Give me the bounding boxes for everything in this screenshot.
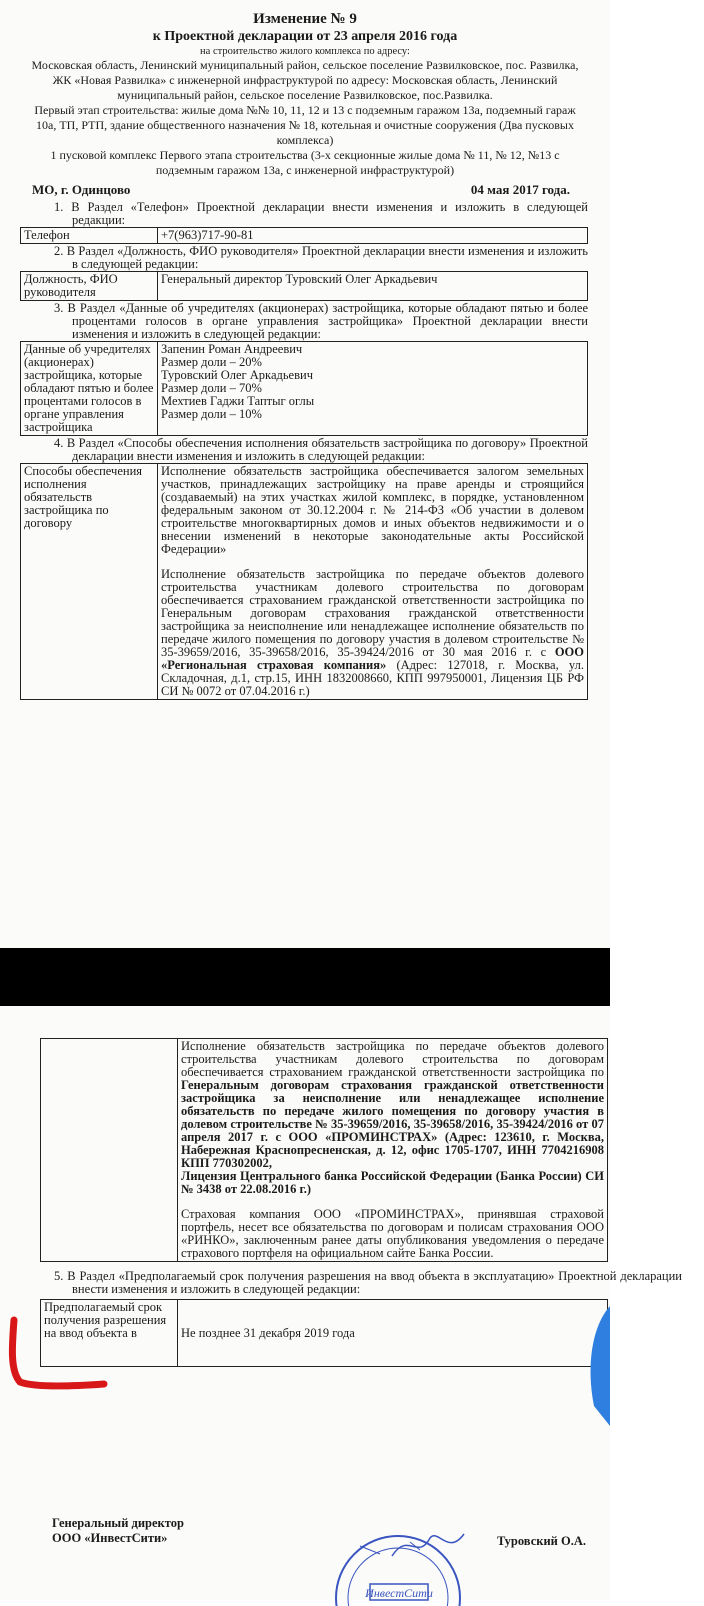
page-separator — [0, 948, 610, 1006]
document-page-2 — [0, 1006, 682, 1600]
text: Исполнение обязательств застройщика по передаче объектов долевого строительства участникам долевого строительства по договорам обеспечивается страхованием гражданской ответственности застройщика по — [181, 1039, 604, 1079]
document-small-line: на строительство жилого комплекса по адресу: — [200, 46, 410, 57]
table-row — [41, 1300, 608, 1367]
permit-table — [40, 1299, 608, 1367]
bold-text: Генеральным договорам страхования гражданской ответственности застройщика за неисполнение или ненадлежащее исполнение обязательств по передаче жилого помещения по договору участия в долевом строительстве № 35-39659/2016, 35-39658/2016, 35-39424/2016 от 07 апреля 2017 г. с ООО «ПРОМИНСТРАХ» (Адрес: 123610, г. Москва, Набережная Краснопресненская, д. 12, офис 1705-1707, ИНН 7704216908 КПП 770302002, — [181, 1078, 604, 1170]
signer-org: ООО «ИнвестСити» — [52, 1531, 168, 1545]
table-row — [21, 464, 588, 700]
item-2: 2. В Раздел «Должность, ФИО руководителя» Проектной декларации внести изменения и изложить в следующей редакции: — [54, 244, 588, 271]
founders-cell — [158, 342, 588, 436]
table-value: +7(963)717-90-81 — [158, 228, 588, 244]
paragraph — [181, 1040, 604, 1196]
item-1: 1. В Раздел «Телефон» Проектной декларации внести изменения и изложить в следующей редакции: — [54, 200, 588, 227]
founders-table — [20, 341, 588, 436]
launch-line: 1 пусковой комплекс Первого этапа строительства (3-х секционные жилые дома № 11, № 12, №13 с подземным гаражом 13а, с инженерной инфраструктурой) — [50, 148, 560, 177]
signer-title: Генеральный директор — [52, 1516, 184, 1530]
signature-icon — [388, 1526, 468, 1566]
list-item: Запенин Роман Андреевич — [161, 342, 303, 356]
paragraph — [161, 568, 584, 698]
place-date-row — [0, 178, 610, 200]
table-row — [21, 342, 588, 436]
stamp-text: ИнвестСити — [365, 1586, 433, 1600]
table-value: Генеральный директор Туровский Олег Аркадьевич — [158, 272, 588, 301]
blue-edge-icon — [584, 1306, 610, 1426]
signer-block — [52, 1516, 184, 1546]
table-label: Должность, ФИО руководителя — [21, 272, 158, 301]
address-line: Московская область, Ленинский муниципальный район, сельское поселение Развилковское, пос. Развилка, — [31, 58, 579, 72]
table-label: Предполагаемый срок получения разрешения на ввод объекта в — [41, 1300, 178, 1367]
document-subtitle: к Проектной декларации от 23 апреля 2016 года — [152, 29, 458, 44]
complex-line: ЖК «Новая Развилка» с инженерной инфраструктурой по адресу: Московская область, Ленинский муниципальный район, сельское поселение Развилковское, пос.Развилка. — [52, 73, 558, 102]
table-row — [41, 1039, 608, 1262]
item-3: 3. В Раздел «Данные об учредителях (акционерах) застройщика, которые обладают пятью и более процентами голосов в органе управления застройщика» Проектной декларации внести изменения и изложить в следующей редакции: — [54, 301, 588, 341]
phone-table — [20, 227, 588, 244]
text: (Адрес: 127018, г. Москва, ул. Складочная, д.1, стр.15, ИНН 1832008660, КПП 997950001, Лицензия ЦБ РФ СИ № 0072 от 07.04.2016 г.) — [161, 658, 584, 698]
signer-name: Туровский О.А. — [496, 1534, 586, 1548]
security-table — [20, 463, 588, 700]
security-cell — [178, 1039, 608, 1262]
list-item: Мехтиев Гаджи Таптыг оглы — [161, 394, 315, 408]
table-label: Данные об учредителях (акционерах) застройщика, которые обладают пятью и более процентами голосов в органе управления застройщика — [21, 342, 158, 436]
table-label: Телефон — [21, 228, 158, 244]
table-label: Способы обеспечения исполнения обязательств застройщика по договору — [21, 464, 158, 700]
place: МО, г. Одинцово — [32, 182, 131, 197]
item-4: 4. В Раздел «Способы обеспечения исполнения обязательств застройщика по договору» Проектной декларации внести изменения и изложить в следующей редакции: — [54, 436, 588, 463]
table-row — [21, 228, 588, 244]
security-cell — [158, 464, 588, 700]
table-label-empty — [41, 1039, 178, 1262]
insurer-name: ООО «Региональная страховая компания» — [161, 645, 584, 672]
table-value: Не позднее 31 декабря 2019 года — [178, 1300, 608, 1367]
date: 04 мая 2017 года. — [470, 182, 570, 197]
table-row — [21, 272, 588, 301]
text: Исполнение обязательств застройщика по передаче объектов долевого строительства участникам долевого строительства по договорам обеспечивается страхованием гражданской ответственности застройщика по Генеральным договорам страхования гражданской ответственности застройщика за неисполнение или ненадлежащее исполнение обязательств по передаче жилого помещения по договору участия в долевом строительстве № 35-39659/2016, 35-39658/2016, 35-39424/2016 от 30 мая 2016 г. с — [161, 567, 584, 659]
document-title: Изменение № 9 — [253, 11, 357, 27]
list-item: Туровский Олег Аркадьевич — [161, 368, 313, 382]
red-marker-icon — [6, 1316, 116, 1390]
paragraph: Страховая компания ООО «ПРОМИНСТРАХ», принявшая страховой портфель, несет все обязательства по договорам и полисам страхования ООО «РИНКО», заключенным ранее даты опубликования уведомления о передаче страхового портфеля на официальном сайте Банка России. — [181, 1207, 604, 1260]
paragraph: Исполнение обязательств застройщика обеспечивается залогом земельных участков, принадлежащих застройщику на праве аренды и строящийся (создаваемый) на этих участках жилой комплекс, в порядке, установленном федеральным законом от 30.12.2004 г. № 214-ФЗ «Об участии в долевом строительстве многоквартирных домов и иных объектов недвижимости и о внесении изменений в некоторые законодательные акты Российской Федерации» — [161, 464, 584, 556]
security-table-continued — [40, 1038, 608, 1262]
bold-text: Лицензия Центрального банка Российской Федерации (Банка России) СИ № 3438 от 22.08.2016 г.) — [181, 1169, 604, 1196]
stage-line: Первый этап строительства: жилые дома №№ 10, 11, 12 и 13 с подземным гаражом 13а, подземный гараж 10а, ТП, РТП, здание общественного назначения № 18, котельная и очистные сооружения (Два пусковых комплекса) — [34, 103, 576, 147]
director-table — [20, 271, 588, 301]
item-5: 5. В Раздел «Предполагаемый срок получения разрешения на ввод объекта в эксплуатацию» Проектной декларации внести изменения и изложить в следующей редакции: — [54, 1269, 682, 1296]
list-item: Размер доли – 70% — [161, 381, 262, 395]
list-item: Размер доли – 10% — [161, 407, 262, 421]
list-item: Размер доли – 20% — [161, 355, 262, 369]
